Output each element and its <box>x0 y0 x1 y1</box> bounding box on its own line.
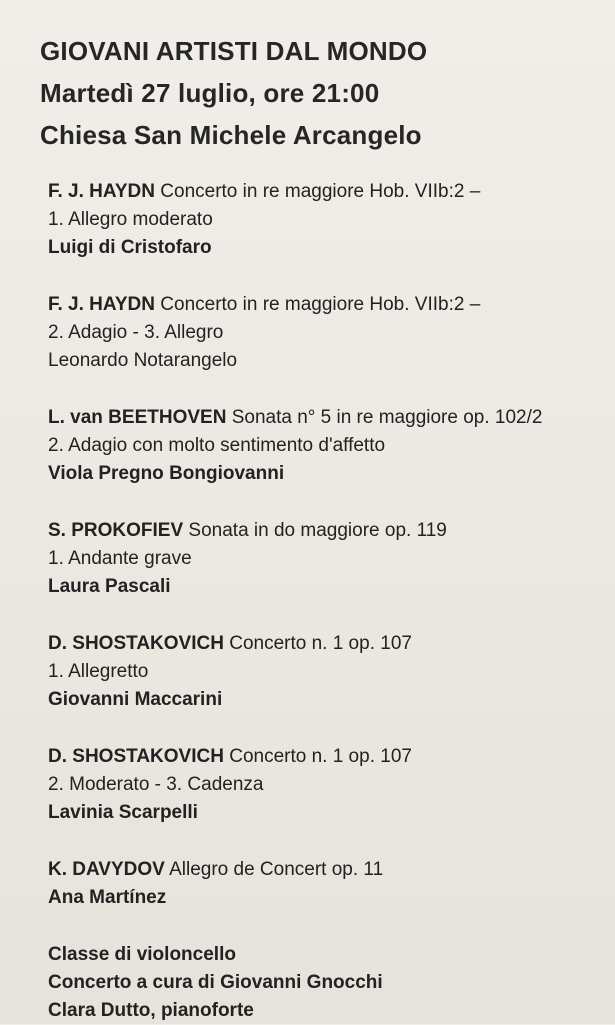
movement-line: 1. Allegro moderato <box>48 209 213 230</box>
program-work-line <box>48 743 593 771</box>
event-title: GIOVANI ARTISTI DAL MONDO <box>40 36 428 66</box>
program-item-davydov <box>48 856 593 912</box>
composer-name: F. J. HAYDN <box>48 294 155 315</box>
performer-name: Viola Pregno Bongiovanni <box>48 463 285 484</box>
program-header <box>40 30 600 156</box>
work-title: Sonata in do maggiore op. 119 <box>183 520 447 541</box>
program-work-line <box>48 291 593 319</box>
performer-name: Laura Pascali <box>48 576 171 597</box>
program-item-prokofiev <box>48 517 593 601</box>
program-item-shostakovich-1 <box>48 630 593 714</box>
movement-line: 2. Adagio con molto sentimento d'affetto <box>48 435 386 456</box>
work-title: Concerto n. 1 op. 107 <box>223 746 412 767</box>
work-title: Sonata n° 5 in re maggiore op. 102/2 <box>226 407 543 428</box>
program-work-line <box>48 404 593 432</box>
movement-line: 1. Andante grave <box>48 548 192 569</box>
composer-name: F. J. HAYDN <box>48 181 155 202</box>
performer-name: Leonardo Notarangelo <box>48 350 238 371</box>
work-title: Allegro de Concert op. 11 <box>164 859 384 880</box>
performer-name: Ana Martínez <box>48 887 167 908</box>
composer-name: K. DAVYDOV <box>48 859 165 880</box>
program-work-line <box>48 630 593 658</box>
movement-line: 1. Allegretto <box>48 661 149 682</box>
footer-curator-line: Concerto a cura di Giovanni Gnocchi <box>48 972 383 993</box>
program-item-haydn-2 <box>48 291 593 375</box>
event-datetime: Martedì 27 luglio, ore 21:00 <box>40 78 380 108</box>
composer-name: D. SHOSTAKOVICH <box>48 746 224 767</box>
performer-name: Luigi di Cristofaro <box>48 237 212 258</box>
footer-class-line: Classe di violoncello <box>48 944 236 965</box>
program-item-beethoven <box>48 404 593 488</box>
program-work-line <box>48 517 593 545</box>
composer-name: D. SHOSTAKOVICH <box>48 633 224 654</box>
movement-line: 2. Moderato - 3. Cadenza <box>48 774 264 795</box>
program-list <box>48 178 593 1025</box>
program-item-haydn-1 <box>48 178 593 262</box>
footer-pianist-line: Clara Dutto, pianoforte <box>48 1000 254 1021</box>
work-title: Concerto n. 1 op. 107 <box>223 633 412 654</box>
program-work-line <box>48 178 593 206</box>
movement-line: 2. Adagio - 3. Allegro <box>48 322 224 343</box>
program-footer <box>48 941 593 1025</box>
performer-name: Lavinia Scarpelli <box>48 802 198 823</box>
performer-name: Giovanni Maccarini <box>48 689 223 710</box>
event-venue: Chiesa San Michele Arcangelo <box>40 120 422 150</box>
work-title: Concerto in re maggiore Hob. VIIb:2 – <box>155 181 481 202</box>
program-work-line <box>48 856 593 884</box>
composer-name: S. PROKOFIEV <box>48 520 184 541</box>
composer-name: L. van BEETHOVEN <box>48 407 227 428</box>
program-item-shostakovich-2 <box>48 743 593 827</box>
work-title: Concerto in re maggiore Hob. VIIb:2 – <box>155 294 481 315</box>
